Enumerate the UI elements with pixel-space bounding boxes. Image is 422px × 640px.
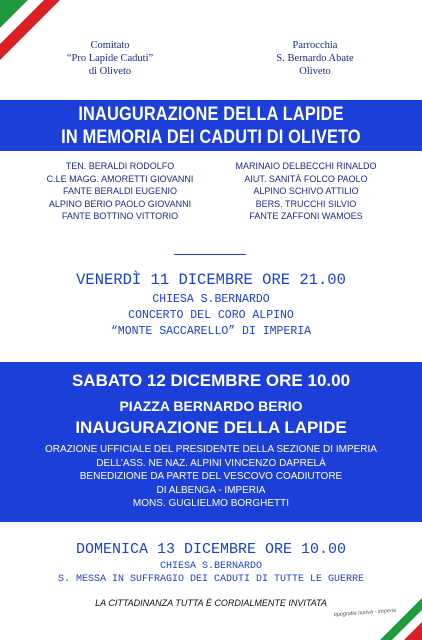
sunday-line: CHIESA S.BERNARDO: [159, 561, 263, 572]
title-line: IN MEMORIA DEI CADUTI DI OLIVETO: [61, 127, 361, 148]
sunday-line: S. MESSA IN SUFFRAGIO DEI CADUTI DI TUTTE LE GUERRE: [57, 574, 365, 585]
friday-line: CONCERTO DEL CORO ALPINO: [128, 309, 294, 322]
fallen-name: FANTE BOTTINO VITTORIO: [61, 211, 179, 222]
header-left-line: Comitato: [90, 40, 130, 51]
fallen-name: BERS. TRUCCHI SILVIO: [255, 198, 357, 209]
fallen-name: FANTE ZAFFONI WAMOES: [249, 211, 363, 222]
divider: [174, 254, 246, 255]
title-banner: [0, 100, 422, 151]
header-left-line: di Oliveto: [88, 66, 132, 77]
header-left-line: “Pro Lapide Caduti”: [66, 53, 154, 64]
saturday-line: DI ALBENGA - IMPERIA: [156, 484, 266, 496]
fallen-name: TEN. BERALDI RODOLFO: [65, 161, 175, 171]
friday-line: “MONTE SACCARELLO” DI IMPERIA: [110, 325, 312, 338]
saturday-event: INAUGURAZIONE DELLA LAPIDE: [75, 418, 347, 437]
header-right: [240, 39, 390, 78]
fallen-name: ALPINO BERIO PAOLO GIOVANNI: [48, 198, 192, 209]
invitation-text: LA CITTADINANZA TUTTA È CORDIALMENTE INVITATA: [95, 598, 327, 608]
saturday-line: MONS. GUGLIELMO BORGHETTI: [132, 498, 290, 510]
sunday-date: DOMENICA 13 DICEMBRE ORE 10.00: [75, 541, 347, 558]
header-right-line: S. Bernardo Abate: [276, 53, 354, 64]
friday-date: VENERDÌ 11 DICEMBRE ORE 21.00: [76, 271, 346, 289]
fallen-name: FANTE BERALDI EUGENIO: [62, 186, 178, 197]
saturday-line: ORAZIONE UFFICIALE DEL PRESIDENTE DELLA SEZIONE DI IMPERIA: [45, 444, 377, 455]
saturday-line: DELL’ASS. NE NAZ. ALPINI VINCENZO DAPRELÀ: [96, 457, 326, 469]
fallen-list-right: [216, 160, 396, 223]
fallen-name: C.LE MAGG. AMORETTI GIOVANNI: [46, 173, 194, 184]
friday-line: CHIESA S.BERNARDO: [152, 293, 270, 306]
header-left: [35, 39, 185, 78]
fallen-list-left: [30, 160, 210, 223]
saturday-place: PIAZZA BERNARDO BERIO: [119, 398, 303, 414]
header-right-line: Oliveto: [299, 66, 331, 77]
printer-signature: tipografia nuova - imperia: [333, 607, 397, 619]
header-right-line: Parrocchia: [292, 40, 338, 51]
fallen-name: MARINAIO DELBECCHI RINALDO: [235, 161, 377, 171]
fallen-name: ALPINO SCHIVO ATTILIO: [253, 186, 359, 197]
saturday-banner: [0, 362, 422, 522]
saturday-date: SABATO 12 DICEMBRE ORE 10.00: [71, 371, 351, 390]
title-line: INAUGURAZIONE DELLA LAPIDE: [78, 104, 344, 125]
fallen-name: AIUT. SANITÀ FOLCO PAOLO: [244, 173, 368, 184]
saturday-line: BENEDIZIONE DA PARTE DEL VESCOVO COADIUTORE: [79, 471, 343, 483]
